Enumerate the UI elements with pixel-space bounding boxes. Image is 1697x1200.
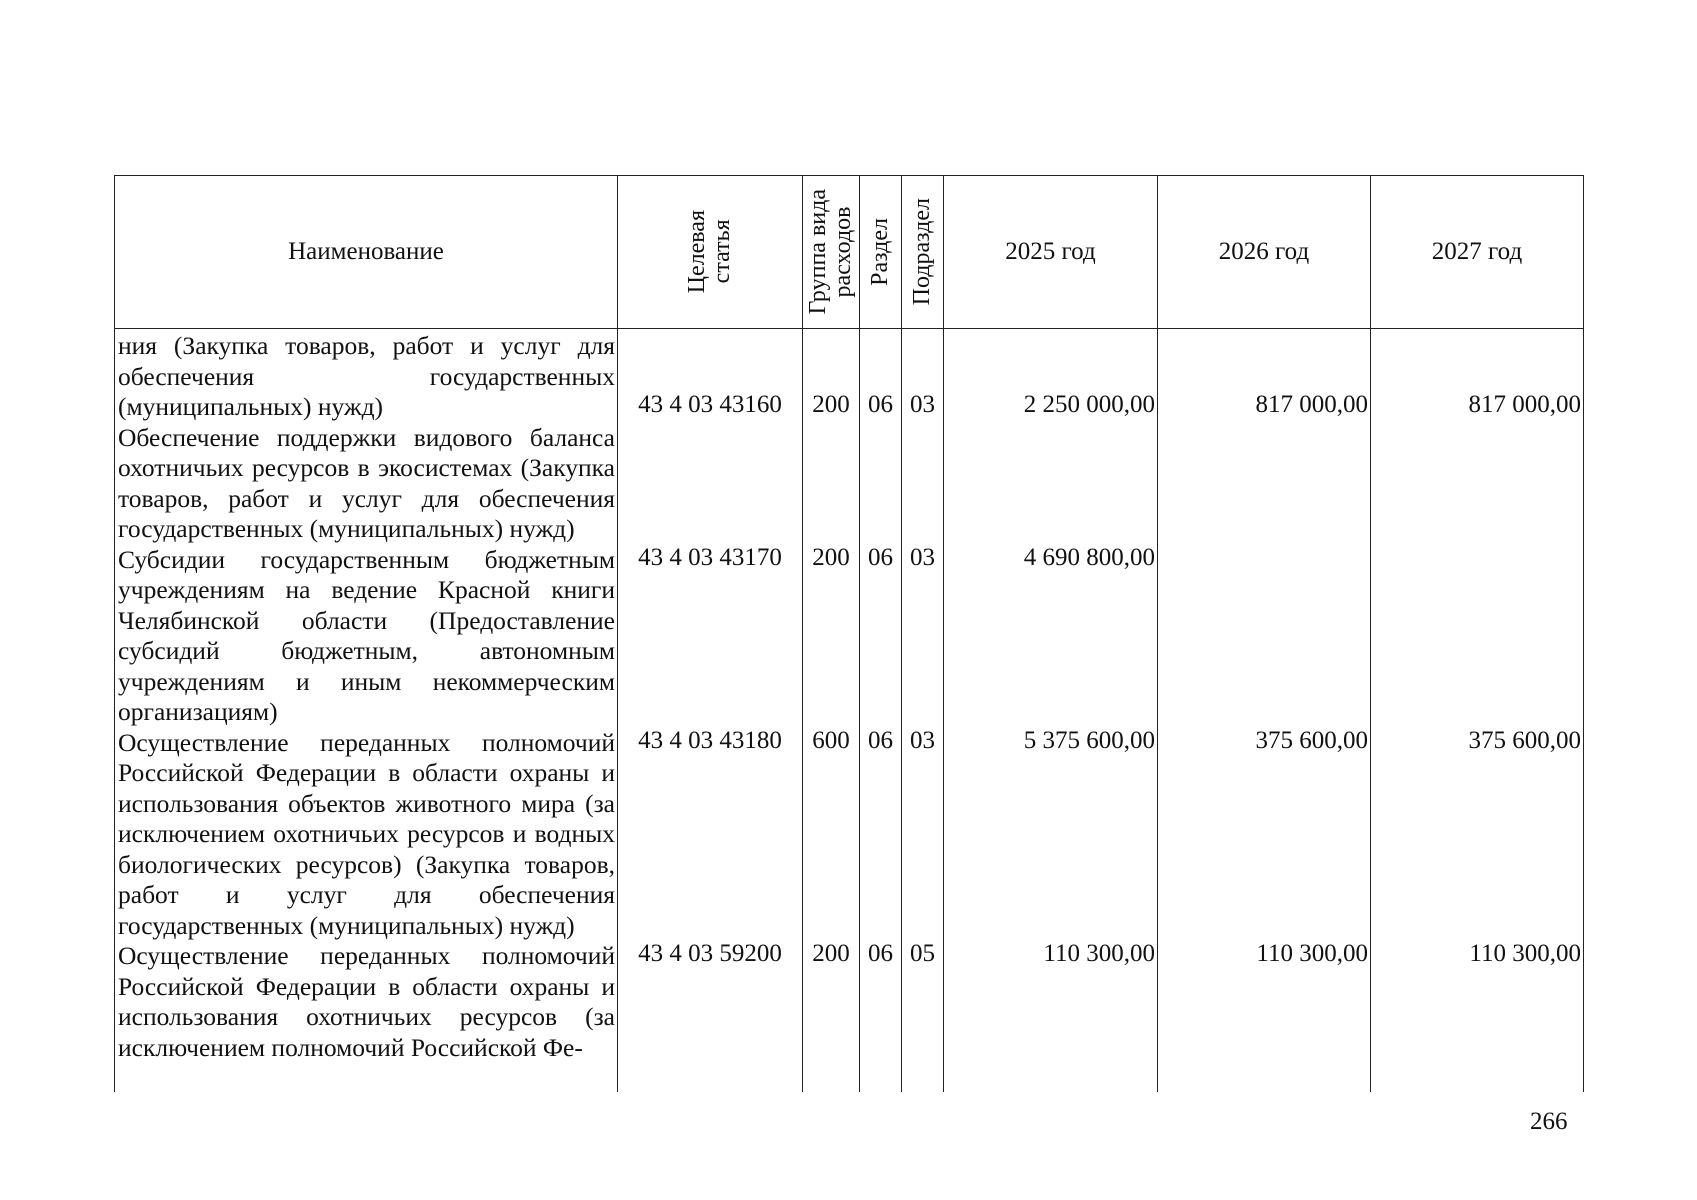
spacer: [944, 573, 1157, 604]
spacer: [803, 817, 859, 848]
spacer: [902, 1000, 943, 1031]
spacer: [803, 787, 859, 818]
row-3-subsection: 03: [910, 726, 935, 754]
spacer: [618, 573, 802, 604]
header-name: Наименование: [115, 176, 618, 329]
spacer: [618, 634, 802, 665]
spacer: [803, 848, 859, 879]
spacer: [902, 848, 943, 879]
spacer: [803, 451, 859, 482]
spacer: [902, 817, 943, 848]
row-4-y2025: 110 300,00: [1043, 940, 1155, 967]
spacer: [944, 329, 1157, 360]
spacer: [860, 482, 901, 513]
row-1-section: 06: [868, 391, 893, 418]
spacer: [1371, 878, 1583, 909]
row-4-section: 06: [868, 940, 893, 967]
section-column: [860, 329, 902, 1092]
spacer: [860, 970, 901, 1001]
spacer: [944, 878, 1157, 909]
spacer: [944, 451, 1157, 482]
row-name-1: ния (Закупка товаров, работ и услуг для обеспечения государственных (муниципальных) нужд): [118, 331, 615, 421]
spacer: [803, 573, 859, 604]
spacer: [1371, 573, 1583, 604]
row-4-y2027: 110 300,00: [1469, 940, 1581, 967]
target-column: [618, 329, 803, 1092]
spacer: [860, 1031, 901, 1062]
spacer: [1158, 329, 1370, 360]
spacer: [618, 451, 802, 482]
row-1-subsection: 03: [910, 391, 935, 418]
spacer: [860, 329, 901, 360]
table-header-row: [115, 176, 1584, 329]
spacer: [1158, 604, 1370, 635]
spacer: [618, 970, 802, 1001]
spacer: [618, 817, 802, 848]
spacer: [1371, 634, 1583, 665]
spacer: [1371, 909, 1583, 940]
spacer: [860, 604, 901, 635]
header-2027: 2027 год: [1371, 176, 1584, 329]
row-2-y2026: [1158, 543, 1370, 574]
spacer: [803, 665, 859, 696]
spacer: [1158, 512, 1370, 543]
spacer: [944, 695, 1157, 726]
spacer: [1371, 1031, 1583, 1062]
spacer: [1158, 421, 1370, 452]
spacer: [944, 512, 1157, 543]
row-name-3: Субсидии государственным бюджетным учреждениям на ведение Красной книги Челябинской области (Предоставление субсидий бюджетным, автономным учреждениям и иным некоммерческим организациям): [118, 544, 615, 726]
spacer: [902, 878, 943, 909]
row-5-section: [860, 1061, 901, 1092]
spacer: [1158, 451, 1370, 482]
row-4-subsection: 05: [910, 940, 935, 967]
spacer: [803, 909, 859, 940]
spacer: [944, 756, 1157, 787]
spacer: [944, 482, 1157, 513]
spacer: [1371, 848, 1583, 879]
spacer: [860, 665, 901, 696]
spacer: [803, 421, 859, 452]
spacer: [860, 573, 901, 604]
row-1-group: 200: [812, 391, 850, 418]
amount-2027-column: [1371, 329, 1584, 1092]
header-section: Раздел: [860, 176, 902, 329]
spacer: [803, 360, 859, 391]
spacer: [902, 482, 943, 513]
spacer: [860, 634, 901, 665]
spacer: [860, 695, 901, 726]
spacer: [1371, 329, 1583, 360]
spacer: [860, 421, 901, 452]
spacer: [944, 970, 1157, 1001]
row-3-target: 43 4 03 43180: [638, 726, 782, 754]
spacer: [803, 512, 859, 543]
spacer: [1158, 1000, 1370, 1031]
row-3-y2025: 5 375 600,00: [1023, 726, 1155, 754]
spacer: [1371, 665, 1583, 696]
row-3-group: 600: [812, 726, 850, 754]
spacer: [803, 329, 859, 360]
spacer: [1158, 848, 1370, 879]
spacer: [1371, 1000, 1583, 1031]
spacer: [944, 634, 1157, 665]
spacer: [902, 573, 943, 604]
row-5-y2027: [1371, 1061, 1583, 1092]
spacer: [902, 970, 943, 1001]
spacer: [803, 970, 859, 1001]
row-5-y2026: [1158, 1061, 1370, 1092]
spacer: [860, 787, 901, 818]
row-5-subsection: [902, 1061, 943, 1092]
spacer: [1158, 665, 1370, 696]
spacer: [618, 909, 802, 940]
spacer: [618, 848, 802, 879]
spacer: [1158, 970, 1370, 1001]
spacer: [618, 665, 802, 696]
spacer: [1371, 421, 1583, 452]
spacer: [860, 756, 901, 787]
spacer: [944, 665, 1157, 696]
spacer: [902, 329, 943, 360]
spacer: [1371, 360, 1583, 391]
spacer: [902, 451, 943, 482]
spacer: [902, 604, 943, 635]
spacer: [618, 756, 802, 787]
spacer: [803, 1000, 859, 1031]
spacer: [902, 756, 943, 787]
spacer: [944, 1031, 1157, 1062]
spacer: [944, 421, 1157, 452]
row-4-target: 43 4 03 59200: [638, 940, 782, 967]
spacer: [944, 817, 1157, 848]
name-column: [115, 329, 618, 1092]
row-2-section: 06: [868, 543, 893, 571]
spacer: [803, 1031, 859, 1062]
spacer: [860, 451, 901, 482]
spacer: [860, 878, 901, 909]
spacer: [902, 665, 943, 696]
spacer: [1371, 482, 1583, 513]
spacer: [803, 878, 859, 909]
spacer: [1158, 482, 1370, 513]
row-name-5: Осуществление переданных полномочий Российской Федерации в области охраны и использования охотничьих ресурсов (за исключением полномочий Российской Фе-: [118, 941, 615, 1062]
spacer: [618, 604, 802, 635]
amount-2026-column: [1158, 329, 1371, 1092]
row-4-group: 200: [812, 940, 850, 967]
row-name-4: Осуществление переданных полномочий Российской Федерации в области охраны и использования объектов животного мира (за исключением охотничьих ресурсов и водных биологических ресурсов) (Закупка товаров, работ и услуг для обеспечения государственных (муниципальных) нужд): [118, 727, 615, 940]
budget-table: [114, 175, 1584, 1092]
spacer: [944, 909, 1157, 940]
spacer: [860, 817, 901, 848]
spacer: [803, 695, 859, 726]
spacer: [618, 878, 802, 909]
row-1-y2026: 817 000,00: [1255, 391, 1368, 418]
row-1-y2025: 2 250 000,00: [1023, 391, 1155, 418]
page-number: 266: [1530, 1108, 1568, 1135]
spacer: [860, 512, 901, 543]
spacer: [1158, 1031, 1370, 1062]
row-2-y2025: 4 690 800,00: [1023, 543, 1155, 571]
row-2-subsection: 03: [910, 543, 935, 571]
spacer: [803, 756, 859, 787]
spacer: [860, 360, 901, 391]
spacer: [944, 1000, 1157, 1031]
spacer: [1158, 695, 1370, 726]
spacer: [1371, 604, 1583, 635]
spacer: [1158, 360, 1370, 391]
header-group: Группа вида расходов: [803, 176, 860, 329]
spacer: [618, 1031, 802, 1062]
spacer: [944, 360, 1157, 391]
spacer: [1371, 512, 1583, 543]
row-2-y2027: [1371, 543, 1583, 574]
spacer: [860, 909, 901, 940]
spacer: [618, 695, 802, 726]
row-1-y2027: 817 000,00: [1468, 391, 1581, 418]
spacer: [618, 482, 802, 513]
subsection-column: [902, 329, 944, 1092]
spacer: [1371, 970, 1583, 1001]
spacer: [1371, 756, 1583, 787]
amount-2025-column: [944, 329, 1158, 1092]
spacer: [944, 604, 1157, 635]
row-5-y2025: [944, 1061, 1157, 1092]
spacer: [944, 787, 1157, 818]
row-5-target: [618, 1061, 802, 1092]
header-subsection: Подраздел: [902, 176, 944, 329]
spacer: [618, 1000, 802, 1031]
spacer: [1158, 573, 1370, 604]
spacer: [902, 1031, 943, 1062]
spacer: [803, 604, 859, 635]
spacer: [1371, 787, 1583, 818]
spacer: [618, 360, 802, 391]
row-2-group: 200: [812, 543, 850, 571]
row-1-target: 43 4 03 43160: [638, 391, 782, 418]
spacer: [860, 848, 901, 879]
spacer: [1371, 695, 1583, 726]
spacer: [1158, 634, 1370, 665]
spacer: [1158, 787, 1370, 818]
spacer: [1158, 878, 1370, 909]
spacer: [944, 848, 1157, 879]
spacer: [902, 421, 943, 452]
spacer: [1158, 817, 1370, 848]
spacer: [618, 329, 802, 360]
spacer: [618, 512, 802, 543]
spacer: [902, 634, 943, 665]
spacer: [1158, 909, 1370, 940]
row-name-2: Обеспечение поддержки видового баланса охотничьих ресурсов в экосистемах (Закупка товаров, работ и услуг для обеспечения государственных (муниципальных) нужд): [118, 422, 615, 543]
spacer: [618, 421, 802, 452]
table-body-row: [115, 329, 1584, 1092]
row-3-y2026: 375 600,00: [1255, 726, 1368, 754]
header-2026: 2026 год: [1158, 176, 1371, 329]
header-2025: 2025 год: [944, 176, 1158, 329]
spacer: [803, 634, 859, 665]
row-2-target: 43 4 03 43170: [638, 543, 782, 571]
spacer: [860, 1000, 901, 1031]
row-4-y2026: 110 300,00: [1256, 940, 1368, 967]
row-3-section: 06: [868, 726, 893, 754]
spacer: [902, 695, 943, 726]
spacer: [1371, 817, 1583, 848]
spacer: [1371, 451, 1583, 482]
spacer: [803, 482, 859, 513]
spacer: [1158, 756, 1370, 787]
spacer: [902, 512, 943, 543]
spacer: [618, 787, 802, 818]
header-target: Целевая статья: [618, 176, 803, 329]
spacer: [902, 360, 943, 391]
spacer: [902, 787, 943, 818]
group-column: [803, 329, 860, 1092]
row-3-y2027: 375 600,00: [1468, 726, 1581, 754]
row-5-group: [803, 1061, 859, 1092]
spacer: [902, 909, 943, 940]
